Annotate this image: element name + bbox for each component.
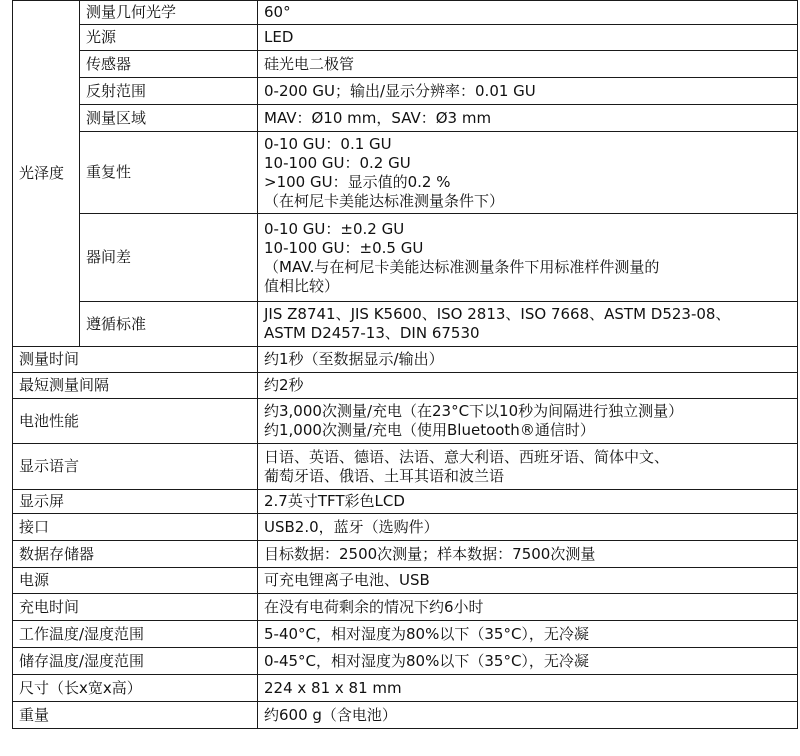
spec-label: 充电时间 bbox=[13, 594, 258, 621]
spec-label: 测量区域 bbox=[80, 105, 258, 132]
spec-value: 224 x 81 x 81 mm bbox=[258, 675, 798, 702]
table-row bbox=[13, 132, 798, 214]
spec-value: USB2.0，蓝牙（选购件） bbox=[258, 514, 798, 541]
spec-value: 60° bbox=[258, 1, 798, 25]
spec-label: 重复性 bbox=[80, 132, 258, 214]
spec-label: 工作温度/湿度范围 bbox=[13, 621, 258, 648]
spec-value: 约3,000次测量/充电（在23°C下以10秒为间隔进行独立测量） 约1,000次测量/充电（使用Bluetooth®通信时） bbox=[258, 399, 798, 444]
gloss-group-label: 光泽度 bbox=[13, 1, 80, 347]
spec-label: 电源 bbox=[13, 568, 258, 594]
table-row bbox=[13, 302, 798, 347]
spec-label: 储存温度/湿度范围 bbox=[13, 648, 258, 675]
table-row bbox=[13, 347, 798, 373]
spec-value: 目标数据：2500次测量；样本数据：7500次测量 bbox=[258, 541, 798, 568]
spec-label: 器间差 bbox=[80, 214, 258, 302]
spec-label: 遵循标准 bbox=[80, 302, 258, 347]
spec-value: 可充电锂离子电池、USB bbox=[258, 568, 798, 594]
spec-value: 硅光电二极管 bbox=[258, 51, 798, 78]
spec-label: 测量时间 bbox=[13, 347, 258, 373]
spec-value: 约2秒 bbox=[258, 373, 798, 399]
spec-value: 0-45°C，相对湿度为80%以下（35°C），无冷凝 bbox=[258, 648, 798, 675]
spec-label: 接口 bbox=[13, 514, 258, 541]
table-row bbox=[13, 1, 798, 25]
table-row bbox=[13, 621, 798, 648]
spec-value: 日语、英语、德语、法语、意大利语、西班牙语、简体中文、 葡萄牙语、俄语、土耳其语和波兰语 bbox=[258, 444, 798, 490]
spec-value: JIS Z8741、JIS K5600、ISO 2813、ISO 7668、ASTM D523-08、 ASTM D2457-13、DIN 67530 bbox=[258, 302, 798, 347]
spec-label: 数据存储器 bbox=[13, 541, 258, 568]
spec-value: 在没有电荷剩余的情况下约6小时 bbox=[258, 594, 798, 621]
table-row bbox=[13, 399, 798, 444]
table-row bbox=[13, 490, 798, 514]
spec-table bbox=[12, 0, 798, 729]
table-row bbox=[13, 444, 798, 490]
table-row bbox=[13, 25, 798, 51]
spec-value: 5-40°C，相对湿度为80%以下（35°C），无冷凝 bbox=[258, 621, 798, 648]
table-row bbox=[13, 568, 798, 594]
spec-value: 0-200 GU；输出/显示分辨率：0.01 GU bbox=[258, 78, 798, 105]
spec-label: 尺寸（长x宽x高） bbox=[13, 675, 258, 702]
spec-sheet bbox=[12, 0, 797, 729]
spec-value: 约1秒（至数据显示/输出） bbox=[258, 347, 798, 373]
table-row bbox=[13, 373, 798, 399]
table-row bbox=[13, 675, 798, 702]
table-row bbox=[13, 78, 798, 105]
spec-value: MAV：Ø10 mm，SAV：Ø3 mm bbox=[258, 105, 798, 132]
table-row bbox=[13, 514, 798, 541]
spec-value: 0-10 GU：±0.2 GU 10-100 GU：±0.5 GU （MAV.与在柯尼卡美能达标准测量条件下用标准样件测量的 值相比较） bbox=[258, 214, 798, 302]
table-row bbox=[13, 594, 798, 621]
spec-value: 0-10 GU：0.1 GU 10-100 GU：0.2 GU >100 GU：显示值的0.2 % （在柯尼卡美能达标准测量条件下） bbox=[258, 132, 798, 214]
spec-label: 最短测量间隔 bbox=[13, 373, 258, 399]
table-row bbox=[13, 648, 798, 675]
spec-label: 电池性能 bbox=[13, 399, 258, 444]
spec-value: 2.7英寸TFT彩色LCD bbox=[258, 490, 798, 514]
table-row bbox=[13, 105, 798, 132]
spec-label: 重量 bbox=[13, 702, 258, 729]
spec-label: 显示屏 bbox=[13, 490, 258, 514]
spec-label: 传感器 bbox=[80, 51, 258, 78]
table-row bbox=[13, 541, 798, 568]
spec-label: 反射范围 bbox=[80, 78, 258, 105]
table-row bbox=[13, 51, 798, 78]
spec-label: 显示语言 bbox=[13, 444, 258, 490]
spec-label: 测量几何光学 bbox=[80, 1, 258, 25]
spec-label: 光源 bbox=[80, 25, 258, 51]
spec-value: LED bbox=[258, 25, 798, 51]
table-row bbox=[13, 702, 798, 729]
spec-value: 约600 g（含电池） bbox=[258, 702, 798, 729]
table-row bbox=[13, 214, 798, 302]
